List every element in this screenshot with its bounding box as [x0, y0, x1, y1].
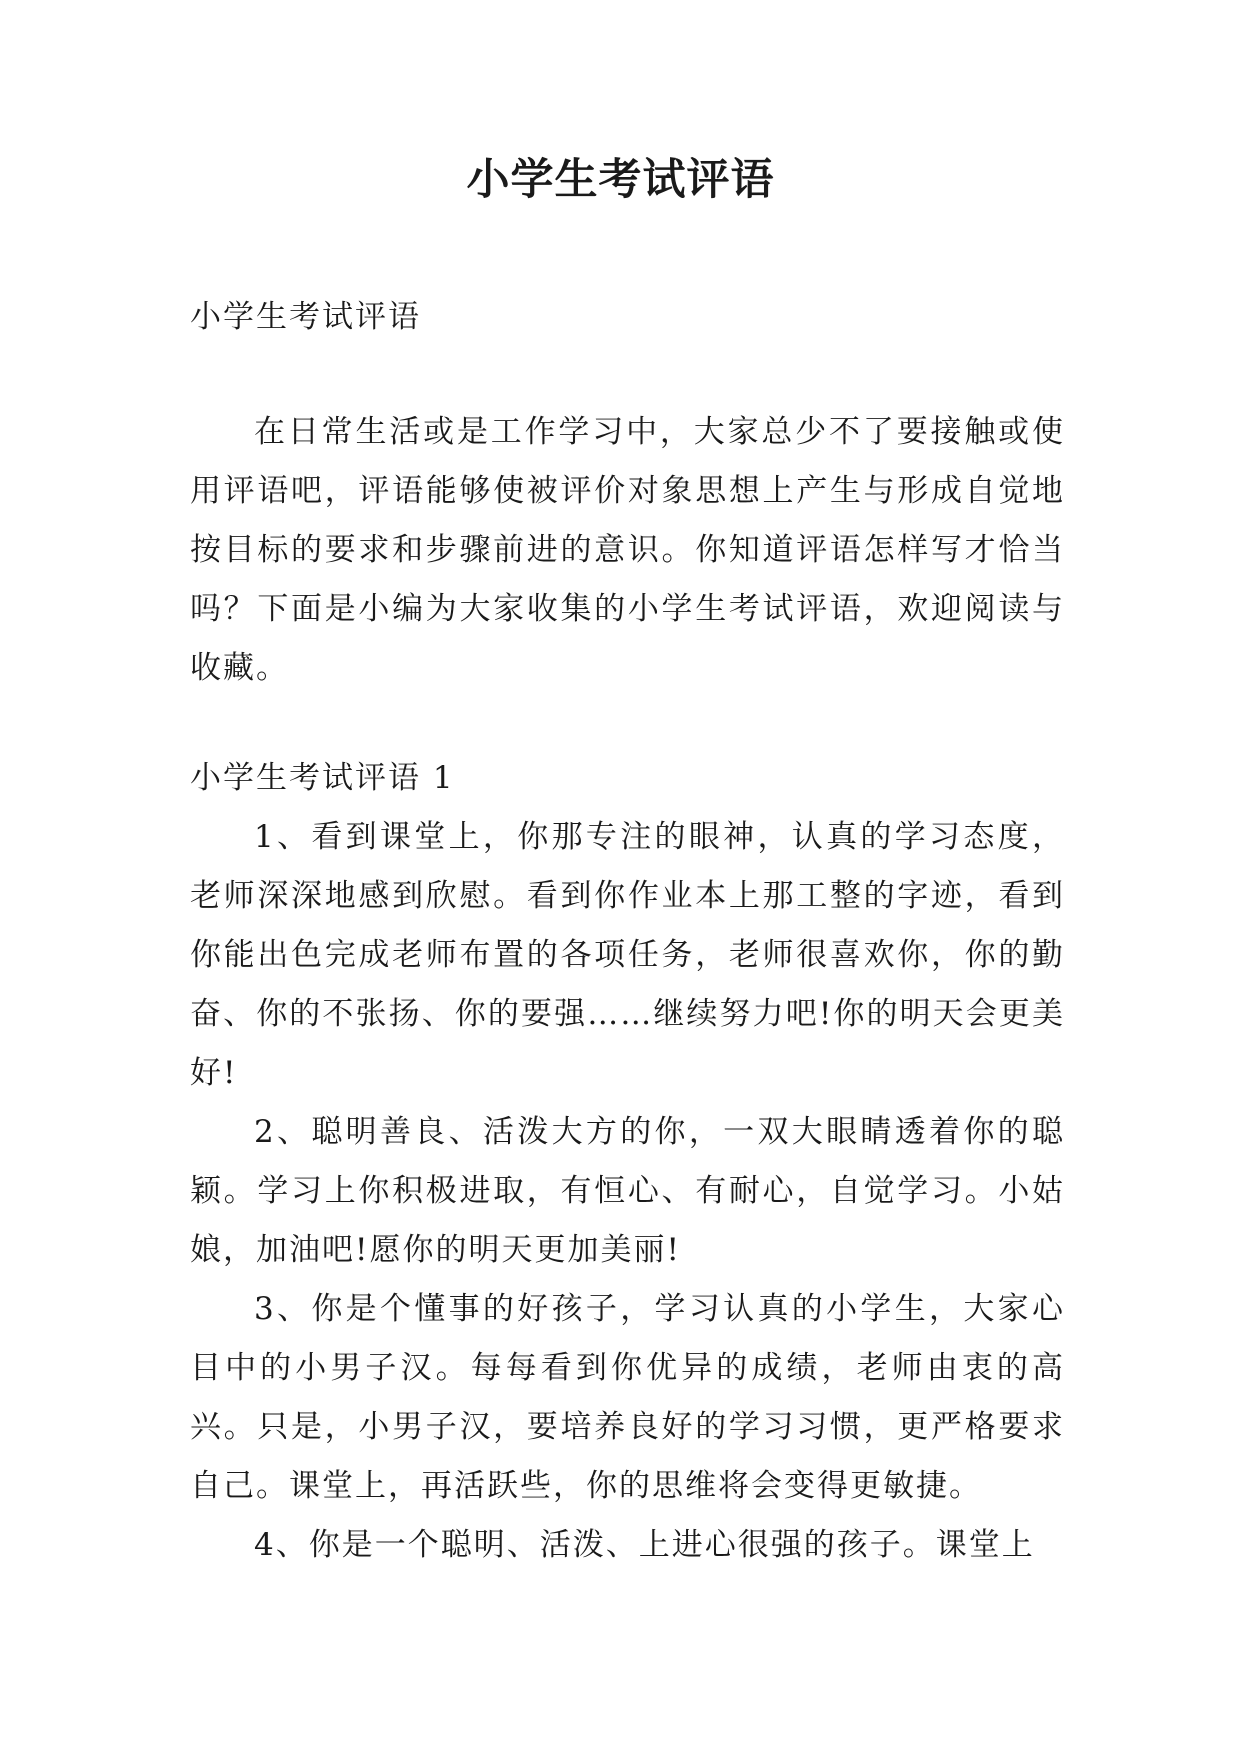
comment-item-4: 4、你是一个聪明、活泼、上进心很强的孩子。课堂上	[254, 1527, 1035, 1563]
section-heading: 小学生考试评语 1	[190, 760, 455, 796]
comment-item-2: 2、聪明善良、活泼大方的你，一双大眼睛透着你的聪颖。学习上你积极进取，有恒心、有耐心，自觉学习。小姑娘，加油吧!愿你的明天更加美丽!	[190, 1114, 1065, 1268]
comment-item-1: 1、看到课堂上，你那专注的眼神，认真的学习态度，老师深深地感到欣慰。看到你作业本上那工整的字迹，看到你能出色完成老师布置的各项任务，老师很喜欢你，你的勤奋、你的不张扬、你的要强……继续努力吧!你的明天会更美好!	[190, 819, 1065, 1091]
comment-item-3: 3、你是个懂事的好孩子，学习认真的小学生，大家心目中的小男子汉。每每看到你优异的成绩，老师由衷的高兴。只是，小男子汉，要培养良好的学习习惯，更严格要求自己。课堂上，再活跃些，你的思维将会变得更敏捷。	[190, 1291, 1065, 1504]
document-subtitle: 小学生考试评语	[190, 299, 421, 335]
intro-paragraph: 在日常生活或是工作学习中，大家总少不了要接触或使用评语吧，评语能够使被评价对象思想上产生与形成自觉地按目标的要求和步骤前进的意识。你知道评语怎样写才恰当吗？下面是小编为大家收集的小学生考试评语，欢迎阅读与收藏。	[190, 414, 1065, 686]
document-title: 小学生考试评语	[466, 155, 775, 205]
comment-list	[190, 808, 1065, 1575]
